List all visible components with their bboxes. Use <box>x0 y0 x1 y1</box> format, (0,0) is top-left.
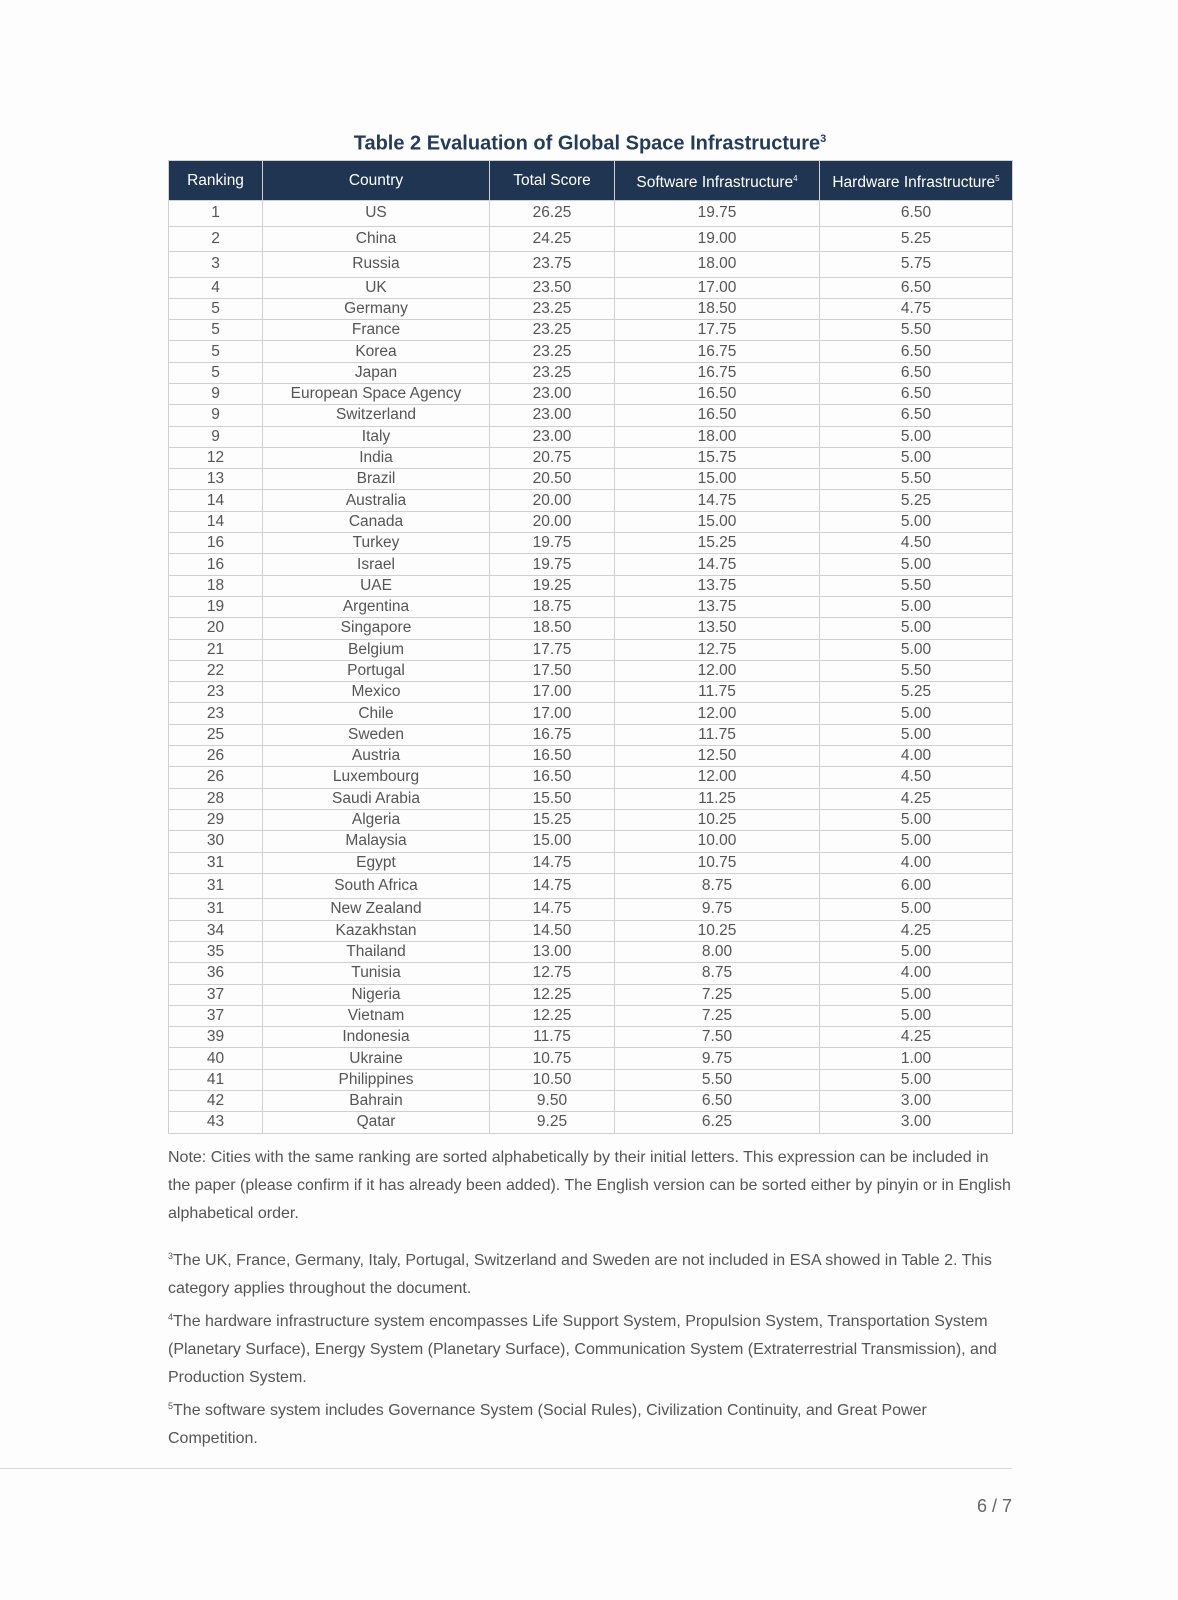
cell-total-score: 17.75 <box>490 639 615 660</box>
cell-software: 14.75 <box>615 490 820 511</box>
header-software-mark: 4 <box>793 173 798 183</box>
cell-software: 8.75 <box>615 963 820 984</box>
table-row <box>169 362 1013 383</box>
cell-country: Korea <box>263 341 490 362</box>
cell-hardware: 4.00 <box>820 746 1013 767</box>
footnote-text: The hardware infrastructure system encompasses Life Support System, Propulsion System, Transportation System (Planetary Surface), Energy System (Planetary Surface), Communication System (Extraterrestrial Transmission), and Production System. <box>168 1312 997 1386</box>
table-row <box>169 682 1013 703</box>
cell-software: 10.25 <box>615 920 820 941</box>
cell-hardware: 5.50 <box>820 469 1013 490</box>
cell-hardware: 5.00 <box>820 724 1013 745</box>
cell-hardware: 5.00 <box>820 639 1013 660</box>
cell-country: Israel <box>263 554 490 575</box>
cell-country: Qatar <box>263 1112 490 1133</box>
cell-software: 16.75 <box>615 341 820 362</box>
cell-country: Singapore <box>263 618 490 639</box>
cell-country: China <box>263 226 490 252</box>
cell-total-score: 14.50 <box>490 920 615 941</box>
table-row <box>169 298 1013 319</box>
cell-software: 7.25 <box>615 1005 820 1026</box>
cell-ranking: 12 <box>169 447 263 468</box>
cell-total-score: 19.75 <box>490 554 615 575</box>
table-row <box>169 490 1013 511</box>
cell-software: 8.75 <box>615 873 820 899</box>
cell-total-score: 10.75 <box>490 1048 615 1069</box>
cell-software: 10.75 <box>615 852 820 873</box>
cell-software: 17.75 <box>615 320 820 341</box>
cell-software: 12.00 <box>615 660 820 681</box>
cell-software: 15.75 <box>615 447 820 468</box>
cell-country: Tunisia <box>263 963 490 984</box>
cell-software: 12.50 <box>615 746 820 767</box>
cell-country: Russia <box>263 252 490 278</box>
table-note: Note: Cities with the same ranking are sorted alphabetically by their initial letters. This expression can be included in the paper (please confirm if it has already been added). The English version can be sorted either by pinyin or in English alphabetical order. <box>168 1148 1011 1222</box>
cell-software: 6.50 <box>615 1090 820 1111</box>
cell-total-score: 24.25 <box>490 226 615 252</box>
cell-hardware: 6.00 <box>820 873 1013 899</box>
cell-software: 13.75 <box>615 575 820 596</box>
cell-country: Mexico <box>263 682 490 703</box>
cell-country: South Africa <box>263 873 490 899</box>
cell-software: 15.00 <box>615 469 820 490</box>
cell-country: Luxembourg <box>263 767 490 788</box>
cell-country: Thailand <box>263 941 490 962</box>
footnote-text: The software system includes Governance System (Social Rules), Civilization Continuity, and Great Power Competition. <box>168 1401 927 1447</box>
table-row <box>169 941 1013 962</box>
cell-software: 8.00 <box>615 941 820 962</box>
cell-ranking: 4 <box>169 277 263 298</box>
cell-total-score: 16.50 <box>490 746 615 767</box>
cell-total-score: 23.00 <box>490 405 615 426</box>
cell-hardware: 5.00 <box>820 899 1013 920</box>
cell-software: 15.00 <box>615 511 820 532</box>
cell-hardware: 4.50 <box>820 533 1013 554</box>
cell-software: 11.75 <box>615 682 820 703</box>
table-row <box>169 226 1013 252</box>
header-software <box>615 161 820 201</box>
cell-country: Germany <box>263 298 490 319</box>
cell-country: Philippines <box>263 1069 490 1090</box>
cell-hardware: 5.75 <box>820 252 1013 278</box>
cell-total-score: 20.00 <box>490 490 615 511</box>
cell-software: 18.50 <box>615 298 820 319</box>
table-row <box>169 383 1013 404</box>
cell-software: 12.00 <box>615 767 820 788</box>
table-row <box>169 1112 1013 1133</box>
cell-ranking: 9 <box>169 426 263 447</box>
cell-software: 18.00 <box>615 426 820 447</box>
cell-country: New Zealand <box>263 899 490 920</box>
cell-ranking: 9 <box>169 383 263 404</box>
cell-ranking: 31 <box>169 852 263 873</box>
cell-hardware: 6.50 <box>820 341 1013 362</box>
cell-software: 13.75 <box>615 596 820 617</box>
footnote <box>168 1242 1012 1303</box>
cell-software: 19.00 <box>615 226 820 252</box>
cell-total-score: 19.25 <box>490 575 615 596</box>
table-body <box>169 201 1013 1134</box>
cell-ranking: 5 <box>169 320 263 341</box>
cell-total-score: 15.50 <box>490 788 615 809</box>
cell-total-score: 10.50 <box>490 1069 615 1090</box>
cell-ranking: 14 <box>169 490 263 511</box>
cell-total-score: 9.25 <box>490 1112 615 1133</box>
cell-country: Algeria <box>263 809 490 830</box>
cell-ranking: 21 <box>169 639 263 660</box>
header-country: Country <box>263 161 490 201</box>
table-row <box>169 873 1013 899</box>
cell-hardware: 5.00 <box>820 703 1013 724</box>
table-row <box>169 1027 1013 1048</box>
cell-software: 16.50 <box>615 383 820 404</box>
header-total-score: Total Score <box>490 161 615 201</box>
cell-total-score: 15.25 <box>490 809 615 830</box>
cell-total-score: 19.75 <box>490 533 615 554</box>
cell-hardware: 5.50 <box>820 320 1013 341</box>
footnote <box>168 1303 1012 1392</box>
header-software-label: Software Infrastructure <box>636 174 794 192</box>
cell-hardware: 4.75 <box>820 298 1013 319</box>
cell-software: 7.50 <box>615 1027 820 1048</box>
cell-hardware: 5.00 <box>820 426 1013 447</box>
cell-ranking: 31 <box>169 899 263 920</box>
cell-ranking: 43 <box>169 1112 263 1133</box>
table-row <box>169 703 1013 724</box>
cell-software: 14.75 <box>615 554 820 575</box>
cell-ranking: 39 <box>169 1027 263 1048</box>
cell-country: Argentina <box>263 596 490 617</box>
cell-ranking: 41 <box>169 1069 263 1090</box>
cell-ranking: 30 <box>169 831 263 852</box>
cell-hardware: 5.00 <box>820 831 1013 852</box>
cell-total-score: 12.25 <box>490 984 615 1005</box>
cell-hardware: 4.50 <box>820 767 1013 788</box>
cell-total-score: 23.75 <box>490 252 615 278</box>
cell-total-score: 18.75 <box>490 596 615 617</box>
cell-country: Brazil <box>263 469 490 490</box>
cell-software: 11.75 <box>615 724 820 745</box>
cell-hardware: 5.00 <box>820 1069 1013 1090</box>
table-row <box>169 277 1013 298</box>
cell-hardware: 6.50 <box>820 362 1013 383</box>
cell-software: 18.00 <box>615 252 820 278</box>
table-row <box>169 639 1013 660</box>
cell-total-score: 23.00 <box>490 426 615 447</box>
table-row <box>169 533 1013 554</box>
cell-hardware: 5.00 <box>820 941 1013 962</box>
cell-software: 12.75 <box>615 639 820 660</box>
table-row <box>169 618 1013 639</box>
cell-total-score: 14.75 <box>490 899 615 920</box>
cell-total-score: 26.25 <box>490 201 615 227</box>
cell-software: 15.25 <box>615 533 820 554</box>
cell-ranking: 28 <box>169 788 263 809</box>
cell-ranking: 18 <box>169 575 263 596</box>
cell-software: 17.00 <box>615 277 820 298</box>
cell-ranking: 29 <box>169 809 263 830</box>
cell-total-score: 23.50 <box>490 277 615 298</box>
table-row <box>169 920 1013 941</box>
cell-country: Belgium <box>263 639 490 660</box>
cell-country: India <box>263 447 490 468</box>
cell-total-score: 20.75 <box>490 447 615 468</box>
cell-total-score: 23.25 <box>490 320 615 341</box>
table-row <box>169 899 1013 920</box>
cell-total-score: 12.25 <box>490 1005 615 1026</box>
footer-divider <box>0 1468 1012 1469</box>
cell-country: Malaysia <box>263 831 490 852</box>
table-row <box>169 746 1013 767</box>
cell-hardware: 1.00 <box>820 1048 1013 1069</box>
cell-country: UAE <box>263 575 490 596</box>
cell-hardware: 5.00 <box>820 447 1013 468</box>
cell-hardware: 5.50 <box>820 575 1013 596</box>
cell-ranking: 31 <box>169 873 263 899</box>
cell-hardware: 6.50 <box>820 405 1013 426</box>
cell-country: Switzerland <box>263 405 490 426</box>
footnote-mark: 5 <box>168 1400 174 1411</box>
cell-software: 6.25 <box>615 1112 820 1133</box>
space-infrastructure-table <box>168 160 1013 1134</box>
table-row <box>169 447 1013 468</box>
cell-hardware: 4.00 <box>820 963 1013 984</box>
cell-hardware: 5.00 <box>820 511 1013 532</box>
cell-country: Indonesia <box>263 1027 490 1048</box>
cell-country: US <box>263 201 490 227</box>
page-content <box>168 122 1012 1453</box>
cell-ranking: 34 <box>169 920 263 941</box>
cell-ranking: 37 <box>169 984 263 1005</box>
header-ranking: Ranking <box>169 161 263 201</box>
cell-country: Vietnam <box>263 1005 490 1026</box>
cell-software: 9.75 <box>615 1048 820 1069</box>
cell-hardware: 6.50 <box>820 383 1013 404</box>
table-row <box>169 252 1013 278</box>
cell-total-score: 18.50 <box>490 618 615 639</box>
cell-software: 13.50 <box>615 618 820 639</box>
cell-ranking: 19 <box>169 596 263 617</box>
cell-ranking: 5 <box>169 341 263 362</box>
table-row <box>169 469 1013 490</box>
cell-country: Italy <box>263 426 490 447</box>
cell-hardware: 5.00 <box>820 554 1013 575</box>
cell-country: Portugal <box>263 660 490 681</box>
cell-software: 10.00 <box>615 831 820 852</box>
cell-total-score: 14.75 <box>490 873 615 899</box>
cell-country: UK <box>263 277 490 298</box>
cell-ranking: 25 <box>169 724 263 745</box>
cell-total-score: 23.25 <box>490 298 615 319</box>
cell-country: Australia <box>263 490 490 511</box>
cell-hardware: 6.50 <box>820 277 1013 298</box>
cell-total-score: 9.50 <box>490 1090 615 1111</box>
table-row <box>169 511 1013 532</box>
cell-hardware: 5.00 <box>820 596 1013 617</box>
cell-total-score: 23.00 <box>490 383 615 404</box>
page-number: 6 / 7 <box>976 1496 1012 1516</box>
header-hardware-label: Hardware Infrastructure <box>832 174 996 192</box>
cell-hardware: 3.00 <box>820 1112 1013 1133</box>
header-hardware-mark: 5 <box>995 173 1000 183</box>
footnote-mark: 4 <box>168 1311 174 1322</box>
cell-software: 16.75 <box>615 362 820 383</box>
table-row <box>169 809 1013 830</box>
cell-total-score: 20.50 <box>490 469 615 490</box>
cell-ranking: 1 <box>169 201 263 227</box>
footnote <box>168 1392 1012 1453</box>
table-row <box>169 575 1013 596</box>
cell-ranking: 35 <box>169 941 263 962</box>
table-row <box>169 788 1013 809</box>
cell-hardware: 5.25 <box>820 682 1013 703</box>
cell-country: Ukraine <box>263 1048 490 1069</box>
cell-hardware: 5.50 <box>820 660 1013 681</box>
cell-ranking: 3 <box>169 252 263 278</box>
cell-hardware: 5.25 <box>820 490 1013 511</box>
cell-country: Chile <box>263 703 490 724</box>
cell-hardware: 5.00 <box>820 1005 1013 1026</box>
cell-hardware: 3.00 <box>820 1090 1013 1111</box>
cell-total-score: 15.00 <box>490 831 615 852</box>
cell-ranking: 13 <box>169 469 263 490</box>
cell-software: 19.75 <box>615 201 820 227</box>
cell-hardware: 5.00 <box>820 618 1013 639</box>
cell-country: European Space Agency <box>263 383 490 404</box>
cell-total-score: 17.00 <box>490 703 615 724</box>
cell-total-score: 17.50 <box>490 660 615 681</box>
cell-hardware: 5.00 <box>820 984 1013 1005</box>
cell-hardware: 4.25 <box>820 920 1013 941</box>
table-title-text: Table 2 Evaluation of Global Space Infrastructure <box>353 132 821 155</box>
table-row <box>169 1069 1013 1090</box>
cell-ranking: 36 <box>169 963 263 984</box>
cell-ranking: 14 <box>169 511 263 532</box>
cell-hardware: 4.00 <box>820 852 1013 873</box>
cell-country: Canada <box>263 511 490 532</box>
table-row <box>169 660 1013 681</box>
cell-software: 16.50 <box>615 405 820 426</box>
cell-total-score: 20.00 <box>490 511 615 532</box>
cell-total-score: 14.75 <box>490 852 615 873</box>
table-row <box>169 831 1013 852</box>
table-row <box>169 596 1013 617</box>
cell-ranking: 22 <box>169 660 263 681</box>
header-hardware <box>820 161 1013 201</box>
footnote-mark: 3 <box>168 1250 174 1261</box>
cell-ranking: 42 <box>169 1090 263 1111</box>
cell-country: Austria <box>263 746 490 767</box>
cell-ranking: 40 <box>169 1048 263 1069</box>
table-row <box>169 984 1013 1005</box>
table-row <box>169 767 1013 788</box>
cell-total-score: 16.50 <box>490 767 615 788</box>
table-row <box>169 426 1013 447</box>
cell-country: Bahrain <box>263 1090 490 1111</box>
cell-country: France <box>263 320 490 341</box>
cell-country: Japan <box>263 362 490 383</box>
cell-software: 5.50 <box>615 1069 820 1090</box>
cell-software: 7.25 <box>615 984 820 1005</box>
cell-country: Turkey <box>263 533 490 554</box>
cell-country: Egypt <box>263 852 490 873</box>
footnote-text: The UK, France, Germany, Italy, Portugal, Switzerland and Sweden are not included in ESA showed in Table 2. This category applies throughout the document. <box>168 1251 992 1297</box>
cell-hardware: 6.50 <box>820 201 1013 227</box>
table-row <box>169 1090 1013 1111</box>
cell-ranking: 9 <box>169 405 263 426</box>
cell-ranking: 23 <box>169 703 263 724</box>
table-row <box>169 724 1013 745</box>
table-title-footnote-mark: 3 <box>820 133 827 145</box>
cell-ranking: 5 <box>169 362 263 383</box>
table-title <box>168 122 1012 156</box>
cell-software: 10.25 <box>615 809 820 830</box>
table-row <box>169 963 1013 984</box>
cell-total-score: 17.00 <box>490 682 615 703</box>
cell-software: 12.00 <box>615 703 820 724</box>
cell-ranking: 16 <box>169 554 263 575</box>
cell-ranking: 2 <box>169 226 263 252</box>
cell-software: 11.25 <box>615 788 820 809</box>
cell-hardware: 4.25 <box>820 788 1013 809</box>
table-row <box>169 1048 1013 1069</box>
cell-total-score: 16.75 <box>490 724 615 745</box>
table-row <box>169 1005 1013 1026</box>
cell-hardware: 5.25 <box>820 226 1013 252</box>
cell-total-score: 11.75 <box>490 1027 615 1048</box>
table-row <box>169 341 1013 362</box>
cell-ranking: 26 <box>169 767 263 788</box>
table-header-row <box>169 161 1013 201</box>
cell-hardware: 5.00 <box>820 809 1013 830</box>
cell-country: Kazakhstan <box>263 920 490 941</box>
cell-country: Sweden <box>263 724 490 745</box>
cell-ranking: 26 <box>169 746 263 767</box>
footnotes <box>168 1242 1012 1453</box>
cell-total-score: 23.25 <box>490 362 615 383</box>
table-row <box>169 201 1013 227</box>
cell-ranking: 37 <box>169 1005 263 1026</box>
table-row <box>169 852 1013 873</box>
cell-country: Saudi Arabia <box>263 788 490 809</box>
cell-country: Nigeria <box>263 984 490 1005</box>
cell-software: 9.75 <box>615 899 820 920</box>
cell-total-score: 23.25 <box>490 341 615 362</box>
cell-ranking: 16 <box>169 533 263 554</box>
table-row <box>169 554 1013 575</box>
cell-hardware: 4.25 <box>820 1027 1013 1048</box>
cell-total-score: 13.00 <box>490 941 615 962</box>
cell-ranking: 5 <box>169 298 263 319</box>
cell-ranking: 23 <box>169 682 263 703</box>
table-row <box>169 320 1013 341</box>
cell-ranking: 20 <box>169 618 263 639</box>
table-row <box>169 405 1013 426</box>
cell-total-score: 12.75 <box>490 963 615 984</box>
